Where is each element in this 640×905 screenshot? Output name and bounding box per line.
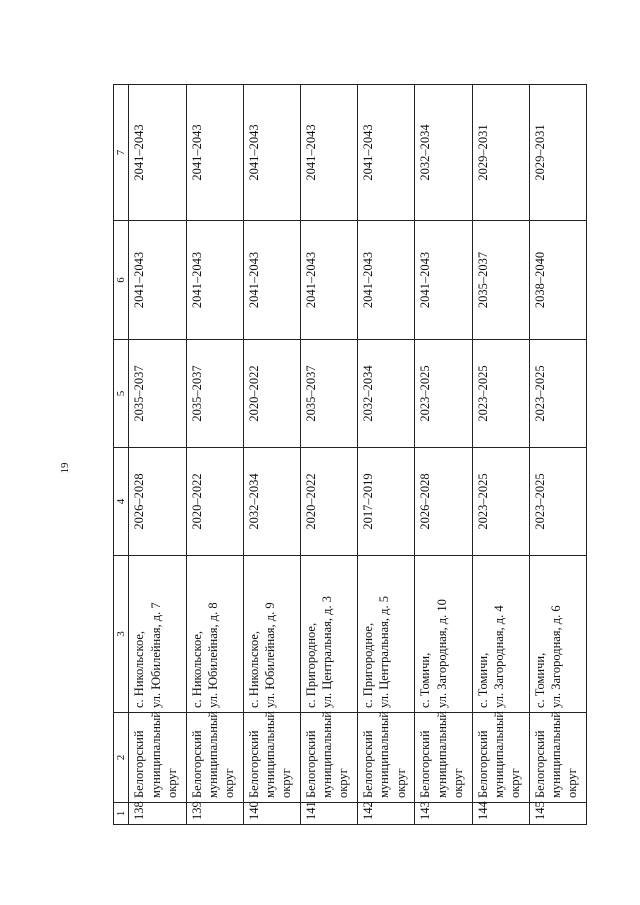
address-cell: с. Никольское, ул. Юбилейная, д. 7 bbox=[129, 556, 186, 713]
period-cell: 2035–2037 bbox=[129, 340, 186, 448]
column-header: 6 bbox=[114, 221, 129, 340]
period-cell: 2041–2043 bbox=[300, 85, 357, 221]
period-cell: 2026–2028 bbox=[415, 448, 472, 556]
row-number: 141 bbox=[300, 803, 357, 825]
address-cell: с. Томичи, ул. Загородная, д. 4 bbox=[472, 556, 529, 713]
schedule-table bbox=[113, 84, 587, 825]
period-cell: 2041–2043 bbox=[129, 221, 186, 340]
period-cell: 2035–2037 bbox=[186, 340, 243, 448]
table-row bbox=[358, 85, 415, 825]
table-header-row bbox=[114, 85, 129, 825]
table-row bbox=[472, 85, 529, 825]
row-number: 143 bbox=[415, 803, 472, 825]
address-cell: с. Пригородное, ул. Центральная, д. 5 bbox=[358, 556, 415, 713]
period-cell: 2023–2025 bbox=[472, 448, 529, 556]
table-row bbox=[300, 85, 357, 825]
address-cell: с. Никольское, ул. Юбилейная, д. 9 bbox=[243, 556, 300, 713]
district-cell: Белогорский муниципальный округ bbox=[129, 713, 186, 803]
row-number: 140 bbox=[243, 803, 300, 825]
page-number: 19 bbox=[59, 462, 71, 474]
table-row bbox=[529, 85, 586, 825]
address-cell: с. Томичи, ул. Загородная, д. 10 bbox=[415, 556, 472, 713]
period-cell: 2035–2037 bbox=[472, 221, 529, 340]
period-cell: 2041–2043 bbox=[243, 85, 300, 221]
period-cell: 2023–2025 bbox=[472, 340, 529, 448]
period-cell: 2017–2019 bbox=[358, 448, 415, 556]
period-cell: 2041–2043 bbox=[300, 221, 357, 340]
address-cell: с. Никольское, ул. Юбилейная, д. 8 bbox=[186, 556, 243, 713]
column-header: 4 bbox=[114, 448, 129, 556]
period-cell: 2020–2022 bbox=[300, 448, 357, 556]
period-cell: 2041–2043 bbox=[186, 85, 243, 221]
row-number: 144 bbox=[472, 803, 529, 825]
district-cell: Белогорский муниципальный округ bbox=[300, 713, 357, 803]
column-header: 2 bbox=[114, 713, 129, 803]
period-cell: 2029–2031 bbox=[529, 85, 586, 221]
column-header: 7 bbox=[114, 85, 129, 221]
document-table-rotated bbox=[113, 85, 587, 825]
table-row bbox=[415, 85, 472, 825]
row-number: 139 bbox=[186, 803, 243, 825]
row-number: 142 bbox=[358, 803, 415, 825]
period-cell: 2032–2034 bbox=[243, 448, 300, 556]
district-cell: Белогорский муниципальный округ bbox=[415, 713, 472, 803]
period-cell: 2023–2025 bbox=[415, 340, 472, 448]
district-cell: Белогорский муниципальный округ bbox=[186, 713, 243, 803]
period-cell: 2029–2031 bbox=[472, 85, 529, 221]
period-cell: 2041–2043 bbox=[358, 221, 415, 340]
district-cell: Белогорский муниципальный округ bbox=[472, 713, 529, 803]
table-row bbox=[243, 85, 300, 825]
period-cell: 2038–2040 bbox=[529, 221, 586, 340]
table-row bbox=[129, 85, 186, 825]
period-cell: 2035–2037 bbox=[300, 340, 357, 448]
period-cell: 2041–2043 bbox=[243, 221, 300, 340]
row-number: 138 bbox=[129, 803, 186, 825]
district-cell: Белогорский муниципальный округ bbox=[529, 713, 586, 803]
period-cell: 2023–2025 bbox=[529, 448, 586, 556]
period-cell: 2032–2034 bbox=[358, 340, 415, 448]
district-cell: Белогорский муниципальный округ bbox=[243, 713, 300, 803]
period-cell: 2020–2022 bbox=[186, 448, 243, 556]
period-cell: 2026–2028 bbox=[129, 448, 186, 556]
period-cell: 2041–2043 bbox=[415, 221, 472, 340]
period-cell: 2023–2025 bbox=[529, 340, 586, 448]
period-cell: 2020–2022 bbox=[243, 340, 300, 448]
district-cell: Белогорский муниципальный округ bbox=[358, 713, 415, 803]
period-cell: 2041–2043 bbox=[186, 221, 243, 340]
address-cell: с. Томичи, ул. Загородная, д. 6 bbox=[529, 556, 586, 713]
period-cell: 2041–2043 bbox=[358, 85, 415, 221]
period-cell: 2032–2034 bbox=[415, 85, 472, 221]
column-header: 1 bbox=[114, 803, 129, 825]
period-cell: 2041–2043 bbox=[129, 85, 186, 221]
row-number: 145 bbox=[529, 803, 586, 825]
table-row bbox=[186, 85, 243, 825]
column-header: 5 bbox=[114, 340, 129, 448]
address-cell: с. Пригородное, ул. Центральная, д. 3 bbox=[300, 556, 357, 713]
column-header: 3 bbox=[114, 556, 129, 713]
